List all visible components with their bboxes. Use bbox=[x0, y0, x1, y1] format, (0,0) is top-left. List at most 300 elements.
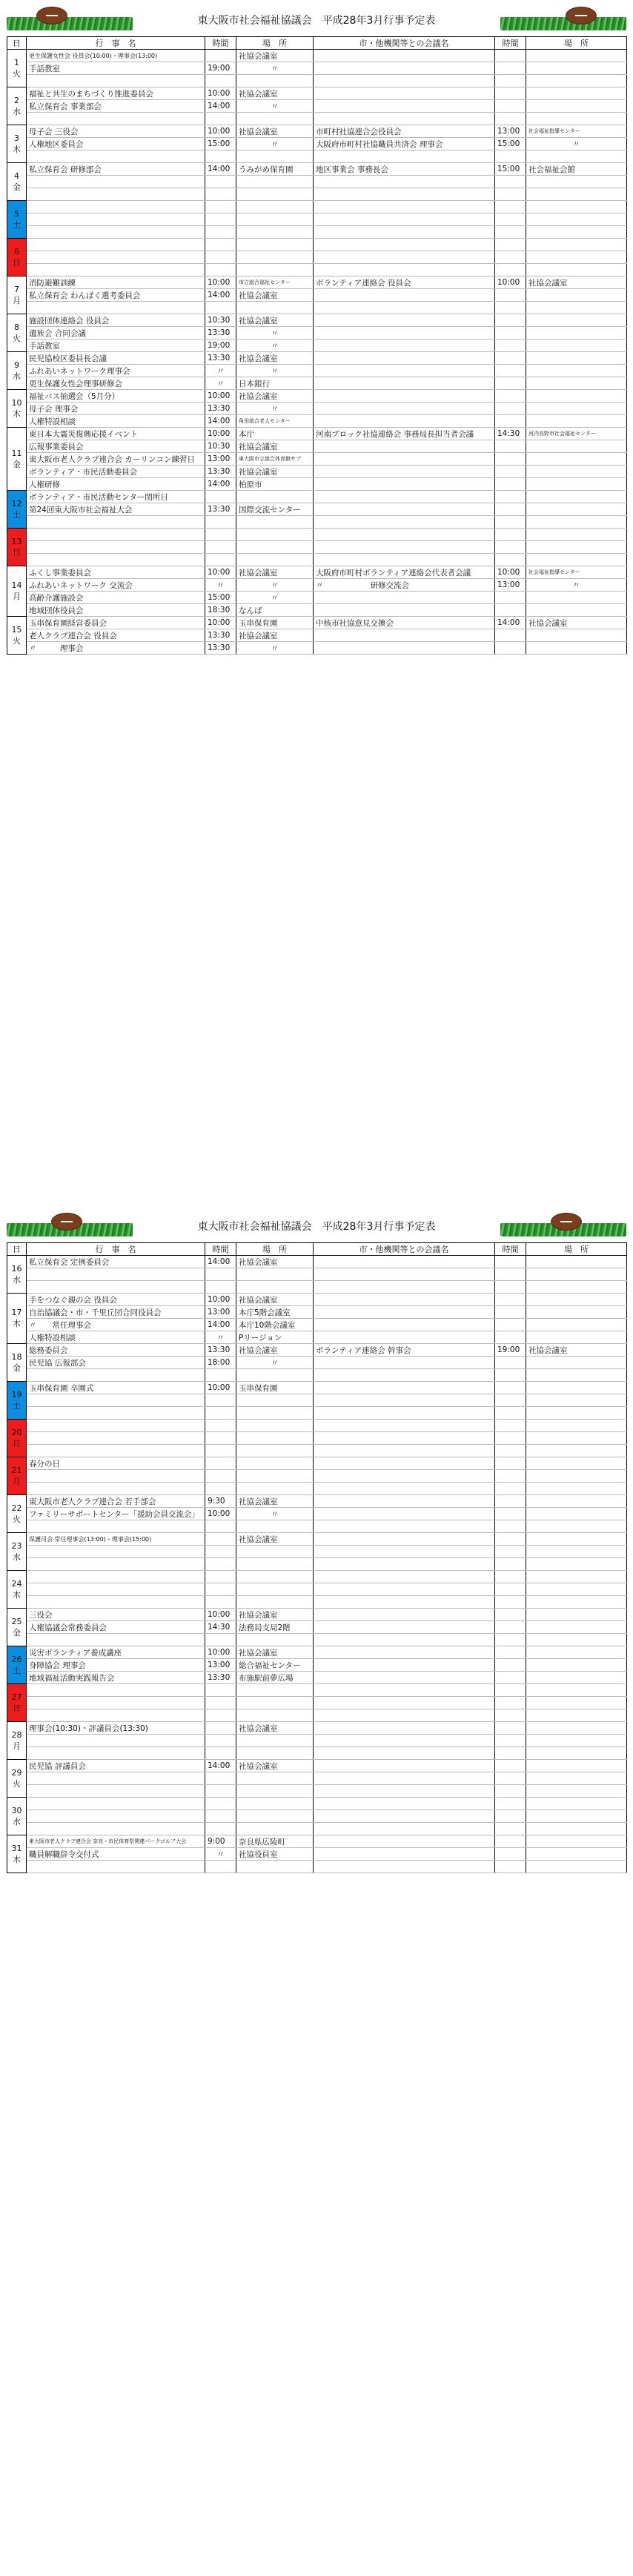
external-place bbox=[526, 529, 627, 541]
external-time bbox=[495, 1810, 526, 1823]
table-row bbox=[7, 1546, 627, 1558]
event-name: 身障協会 理事会 bbox=[27, 1659, 205, 1672]
event-place: 社協会議室 bbox=[236, 566, 314, 579]
event-name bbox=[27, 1546, 205, 1558]
day-number: 23 bbox=[11, 1540, 22, 1551]
table-row bbox=[7, 491, 627, 503]
event-place bbox=[236, 1445, 314, 1457]
external-time bbox=[495, 1546, 526, 1558]
event-time: 15:00 bbox=[205, 592, 236, 604]
event-time: 13:30 bbox=[205, 629, 236, 642]
event-place bbox=[236, 541, 314, 554]
event-place: 本庁5階会議室 bbox=[236, 1306, 314, 1319]
external-time bbox=[495, 352, 526, 365]
external-time bbox=[495, 113, 526, 125]
day-of-week: 水 bbox=[13, 106, 21, 116]
external-place bbox=[526, 592, 627, 604]
event-place: 社協会議室 bbox=[236, 466, 314, 478]
external-place bbox=[526, 491, 627, 503]
table-row bbox=[7, 579, 627, 592]
external-meeting bbox=[314, 365, 495, 377]
event-time bbox=[205, 50, 236, 62]
external-time bbox=[495, 1621, 526, 1634]
day-number: 12 bbox=[11, 498, 22, 509]
day-number: 20 bbox=[11, 1427, 22, 1437]
table-row bbox=[7, 1533, 627, 1546]
event-place bbox=[236, 1558, 314, 1571]
external-time bbox=[495, 1735, 526, 1747]
event-name: 高齢介護施設会 bbox=[27, 592, 205, 604]
external-meeting bbox=[314, 1495, 495, 1508]
external-meeting bbox=[314, 1634, 495, 1646]
external-meeting bbox=[314, 604, 495, 617]
day-cell bbox=[7, 390, 27, 428]
event-place: 本庁10階会議室 bbox=[236, 1319, 314, 1331]
external-place bbox=[526, 62, 627, 75]
table-row bbox=[7, 1420, 627, 1432]
event-place: 社協会議室 bbox=[236, 1344, 314, 1357]
event-time: 〃 bbox=[205, 1848, 236, 1861]
day-of-week: 水 bbox=[13, 1274, 21, 1285]
day-cell bbox=[7, 1609, 27, 1646]
event-place: 〃 bbox=[236, 1508, 314, 1520]
event-name bbox=[27, 1483, 205, 1495]
event-name: 人権研修 bbox=[27, 478, 205, 491]
event-name: 老人クラブ連合会 役員会 bbox=[27, 629, 205, 642]
external-meeting bbox=[314, 1407, 495, 1420]
event-time bbox=[205, 1457, 236, 1470]
external-place bbox=[526, 213, 627, 226]
day-cell bbox=[7, 125, 27, 163]
external-meeting bbox=[314, 1621, 495, 1634]
external-time bbox=[495, 1445, 526, 1457]
table-row bbox=[7, 1319, 627, 1331]
external-time bbox=[495, 50, 526, 62]
external-place bbox=[526, 201, 627, 213]
external-time: 10:00 bbox=[495, 566, 526, 579]
external-time bbox=[495, 1281, 526, 1294]
external-meeting bbox=[314, 213, 495, 226]
event-place bbox=[236, 75, 314, 87]
event-place: 社協会議室 bbox=[236, 352, 314, 365]
event-time: 13:30 bbox=[205, 1672, 236, 1684]
day-of-week: 日 bbox=[13, 257, 21, 268]
day-of-week: 土 bbox=[13, 219, 21, 230]
table-row bbox=[7, 604, 627, 617]
column-header: 時間 bbox=[205, 37, 236, 50]
day-number: 1 bbox=[14, 57, 19, 67]
day-of-week: 金 bbox=[13, 459, 21, 469]
event-name: ふれあいネットワーク理事会 bbox=[27, 365, 205, 377]
external-meeting bbox=[314, 1571, 495, 1583]
event-name: 玉串保育園経営委員会 bbox=[27, 617, 205, 629]
external-time bbox=[495, 1684, 526, 1697]
external-time bbox=[495, 340, 526, 352]
table-row bbox=[7, 1772, 627, 1785]
external-meeting bbox=[314, 1684, 495, 1697]
event-name bbox=[27, 1747, 205, 1760]
day-cell bbox=[7, 491, 27, 529]
table-header-row bbox=[7, 37, 627, 50]
event-place bbox=[236, 150, 314, 163]
event-place: 社協会議室 bbox=[236, 87, 314, 100]
external-meeting bbox=[314, 1382, 495, 1394]
day-of-week: 日 bbox=[13, 547, 21, 557]
event-name bbox=[27, 1394, 205, 1407]
event-time: 13:30 bbox=[205, 327, 236, 340]
day-number: 10 bbox=[11, 397, 22, 408]
external-place bbox=[526, 1634, 627, 1646]
table-row bbox=[7, 1256, 627, 1268]
external-meeting bbox=[314, 592, 495, 604]
external-time: 19:00 bbox=[495, 1344, 526, 1357]
event-place: 総合福祉センター bbox=[236, 1659, 314, 1672]
day-cell bbox=[7, 352, 27, 390]
external-time bbox=[495, 1319, 526, 1331]
event-place bbox=[236, 1281, 314, 1294]
event-time bbox=[205, 541, 236, 554]
external-meeting bbox=[314, 1798, 495, 1810]
external-place bbox=[526, 1470, 627, 1483]
table-row bbox=[7, 1798, 627, 1810]
day-cell bbox=[7, 1571, 27, 1609]
event-place bbox=[236, 113, 314, 125]
event-name: 私立保育会 定例委員会 bbox=[27, 1256, 205, 1268]
table-row bbox=[7, 403, 627, 415]
event-name: 東大阪市老人クラブ連合会 若手部会 bbox=[27, 1495, 205, 1508]
external-meeting bbox=[314, 264, 495, 277]
day-number: 9 bbox=[14, 360, 19, 370]
external-meeting bbox=[314, 239, 495, 251]
day-of-week: 金 bbox=[13, 1627, 21, 1638]
day-of-week: 土 bbox=[13, 1400, 21, 1411]
external-meeting bbox=[314, 352, 495, 365]
event-time: 9:00 bbox=[205, 1835, 236, 1848]
external-meeting bbox=[314, 1394, 495, 1407]
external-place bbox=[526, 1546, 627, 1558]
event-name: 民児協 広報部会 bbox=[27, 1357, 205, 1369]
event-name bbox=[27, 213, 205, 226]
external-meeting bbox=[314, 1583, 495, 1596]
event-time: 14:00 bbox=[205, 415, 236, 428]
page-header bbox=[7, 1208, 626, 1242]
external-meeting bbox=[314, 62, 495, 75]
day-of-week: 土 bbox=[13, 1665, 21, 1675]
event-place: 〃 bbox=[236, 579, 314, 592]
event-name: 総務委員会 bbox=[27, 1344, 205, 1357]
external-meeting bbox=[314, 251, 495, 264]
event-time bbox=[205, 1558, 236, 1571]
table-row bbox=[7, 566, 627, 579]
event-place bbox=[236, 239, 314, 251]
table-row bbox=[7, 415, 627, 428]
external-time bbox=[495, 453, 526, 466]
event-name bbox=[27, 1772, 205, 1785]
table-row bbox=[7, 1407, 627, 1420]
event-place bbox=[236, 1785, 314, 1798]
event-time bbox=[205, 1709, 236, 1722]
schedule-page-1 bbox=[7, 2, 626, 655]
external-place bbox=[526, 289, 627, 302]
external-place bbox=[526, 87, 627, 100]
external-meeting bbox=[314, 466, 495, 478]
day-cell bbox=[7, 1835, 27, 1873]
event-name bbox=[27, 1583, 205, 1596]
table-row bbox=[7, 150, 627, 163]
external-place bbox=[526, 1319, 627, 1331]
external-time bbox=[495, 1848, 526, 1861]
external-meeting bbox=[314, 1558, 495, 1571]
external-meeting bbox=[314, 629, 495, 642]
event-place bbox=[236, 188, 314, 201]
event-time bbox=[205, 1369, 236, 1382]
day-number: 14 bbox=[11, 580, 22, 590]
event-time bbox=[205, 1697, 236, 1709]
table-row bbox=[7, 1672, 627, 1684]
table-row bbox=[7, 239, 627, 251]
external-meeting bbox=[314, 327, 495, 340]
table-row bbox=[7, 1621, 627, 1634]
external-time bbox=[495, 1382, 526, 1394]
column-header: 時間 bbox=[495, 1243, 526, 1256]
external-meeting bbox=[314, 1520, 495, 1533]
event-time: 13:30 bbox=[205, 503, 236, 516]
external-time bbox=[495, 516, 526, 529]
column-header: 行 事 名 bbox=[27, 37, 205, 50]
external-time bbox=[495, 226, 526, 239]
event-name bbox=[27, 1596, 205, 1609]
event-place: 社協会議室 bbox=[236, 1294, 314, 1306]
event-place bbox=[236, 1634, 314, 1646]
external-time bbox=[495, 554, 526, 566]
event-place: 社協役員室 bbox=[236, 1848, 314, 1861]
event-time bbox=[205, 1533, 236, 1546]
event-place bbox=[236, 1684, 314, 1697]
external-place bbox=[526, 415, 627, 428]
event-name: 母子会 理事会 bbox=[27, 403, 205, 415]
event-name: 東大阪市老人クラブ連合会 カーリンコン練習日 bbox=[27, 453, 205, 466]
event-place bbox=[236, 1457, 314, 1470]
event-place: うみがめ保育園 bbox=[236, 163, 314, 176]
day-cell bbox=[7, 566, 27, 617]
external-meeting bbox=[314, 554, 495, 566]
external-time bbox=[495, 239, 526, 251]
event-name bbox=[27, 1558, 205, 1571]
table-row bbox=[7, 138, 627, 150]
external-place bbox=[526, 1394, 627, 1407]
event-time: 10:00 bbox=[205, 1508, 236, 1520]
event-time: 19:00 bbox=[205, 340, 236, 352]
column-header: 市・他機関等との会議名 bbox=[314, 37, 495, 50]
external-time bbox=[495, 1659, 526, 1672]
day-cell bbox=[7, 277, 27, 314]
table-row bbox=[7, 352, 627, 365]
table-row bbox=[7, 289, 627, 302]
event-time bbox=[205, 1722, 236, 1735]
external-place bbox=[526, 188, 627, 201]
table-row bbox=[7, 100, 627, 113]
external-place bbox=[526, 176, 627, 188]
day-number: 31 bbox=[11, 1843, 22, 1853]
table-row bbox=[7, 365, 627, 377]
event-name bbox=[27, 1634, 205, 1646]
external-meeting bbox=[314, 226, 495, 239]
event-name: 消防避難訓練 bbox=[27, 277, 205, 289]
day-of-week: 木 bbox=[13, 1319, 21, 1328]
event-place: 柏原市 bbox=[236, 478, 314, 491]
external-time bbox=[495, 1420, 526, 1432]
table-row bbox=[7, 1697, 627, 1709]
event-name bbox=[27, 1369, 205, 1382]
day-number: 6 bbox=[14, 246, 19, 256]
event-time bbox=[205, 1394, 236, 1407]
table-row bbox=[7, 453, 627, 466]
table-row bbox=[7, 1483, 627, 1495]
day-of-week: 火 bbox=[13, 333, 21, 343]
column-header: 日 bbox=[7, 1243, 27, 1256]
event-place bbox=[236, 491, 314, 503]
event-place: 〃 bbox=[236, 403, 314, 415]
table-row bbox=[7, 629, 627, 642]
external-meeting bbox=[314, 75, 495, 87]
event-place bbox=[236, 1470, 314, 1483]
external-meeting bbox=[314, 1483, 495, 1495]
event-place bbox=[236, 1823, 314, 1835]
external-meeting bbox=[314, 529, 495, 541]
day-number: 15 bbox=[11, 624, 22, 635]
event-time bbox=[205, 1596, 236, 1609]
event-name: 更生保護女性会理事研修会 bbox=[27, 377, 205, 390]
table-row bbox=[7, 1571, 627, 1583]
table-row bbox=[7, 1583, 627, 1596]
day-number: 11 bbox=[11, 448, 22, 458]
external-place bbox=[526, 440, 627, 453]
external-meeting: 大阪府市町村ボランティア連絡会代表者会議 bbox=[314, 566, 495, 579]
event-name: 広報事業委員会 bbox=[27, 440, 205, 453]
event-time bbox=[205, 213, 236, 226]
table-row bbox=[7, 1848, 627, 1861]
external-meeting bbox=[314, 1672, 495, 1684]
day-cell bbox=[7, 87, 27, 125]
event-time bbox=[205, 1861, 236, 1873]
external-meeting bbox=[314, 1546, 495, 1558]
external-place bbox=[526, 1306, 627, 1319]
event-name bbox=[27, 541, 205, 554]
day-cell bbox=[7, 1294, 27, 1344]
external-place bbox=[526, 1420, 627, 1432]
event-name bbox=[27, 201, 205, 213]
external-place bbox=[526, 1810, 627, 1823]
table-row bbox=[7, 314, 627, 327]
event-place bbox=[236, 201, 314, 213]
day-cell bbox=[7, 617, 27, 655]
external-place bbox=[526, 503, 627, 516]
external-place bbox=[526, 302, 627, 314]
event-name bbox=[27, 1520, 205, 1533]
event-time bbox=[205, 1785, 236, 1798]
external-meeting bbox=[314, 453, 495, 466]
event-time bbox=[205, 1546, 236, 1558]
event-name bbox=[27, 516, 205, 529]
event-name: 春分の日 bbox=[27, 1457, 205, 1470]
day-number: 2 bbox=[14, 95, 19, 105]
day-number: 17 bbox=[11, 1308, 22, 1317]
column-header: 場 所 bbox=[236, 1243, 314, 1256]
external-place bbox=[526, 1382, 627, 1394]
event-place bbox=[236, 516, 314, 529]
external-time bbox=[495, 1457, 526, 1470]
day-of-week: 月 bbox=[13, 295, 21, 305]
event-time: 10:00 bbox=[205, 390, 236, 403]
event-name bbox=[27, 1684, 205, 1697]
external-meeting bbox=[314, 1735, 495, 1747]
table-row bbox=[7, 503, 627, 516]
external-time bbox=[495, 440, 526, 453]
event-time bbox=[205, 1407, 236, 1420]
external-meeting bbox=[314, 491, 495, 503]
day-cell bbox=[7, 1344, 27, 1382]
day-cell bbox=[7, 1684, 27, 1722]
event-place bbox=[236, 1268, 314, 1281]
table-row bbox=[7, 377, 627, 390]
table-row bbox=[7, 62, 627, 75]
day-cell bbox=[7, 314, 27, 352]
event-name: 災害ボランティア養成講座 bbox=[27, 1646, 205, 1659]
event-place: 社協会議室 bbox=[236, 1495, 314, 1508]
external-meeting bbox=[314, 50, 495, 62]
event-time: 18:00 bbox=[205, 1357, 236, 1369]
column-header: 日 bbox=[7, 37, 27, 50]
external-meeting bbox=[314, 1596, 495, 1609]
event-time bbox=[205, 226, 236, 239]
event-place: 社協会議室 bbox=[236, 50, 314, 62]
day-of-week: 木 bbox=[13, 1589, 21, 1600]
event-time: 13:30 bbox=[205, 642, 236, 655]
event-time: 10:00 bbox=[205, 1646, 236, 1659]
external-time bbox=[495, 529, 526, 541]
table-row bbox=[7, 1306, 627, 1319]
event-place bbox=[236, 1810, 314, 1823]
event-place: 〃 bbox=[236, 138, 314, 150]
external-time bbox=[495, 390, 526, 403]
external-time bbox=[495, 1571, 526, 1583]
event-time bbox=[205, 1470, 236, 1483]
event-time: 10:00 bbox=[205, 566, 236, 579]
event-time bbox=[205, 113, 236, 125]
event-time bbox=[205, 251, 236, 264]
table-row bbox=[7, 1268, 627, 1281]
external-place bbox=[526, 1256, 627, 1268]
event-time bbox=[205, 554, 236, 566]
event-time: 10:00 bbox=[205, 617, 236, 629]
event-place: 社協会議室 bbox=[236, 390, 314, 403]
event-name bbox=[27, 1709, 205, 1722]
external-place bbox=[526, 1672, 627, 1684]
external-meeting bbox=[314, 390, 495, 403]
event-name: 人権地区委員会 bbox=[27, 138, 205, 150]
external-place bbox=[526, 1697, 627, 1709]
event-place: 〃 bbox=[236, 327, 314, 340]
event-name bbox=[27, 1571, 205, 1583]
external-time bbox=[495, 1470, 526, 1483]
table-row bbox=[7, 1331, 627, 1344]
day-cell bbox=[7, 1722, 27, 1760]
external-time bbox=[495, 1609, 526, 1621]
event-name bbox=[27, 1420, 205, 1432]
event-time: 14:00 bbox=[205, 478, 236, 491]
table-row bbox=[7, 440, 627, 453]
day-of-week: 火 bbox=[13, 1778, 21, 1789]
